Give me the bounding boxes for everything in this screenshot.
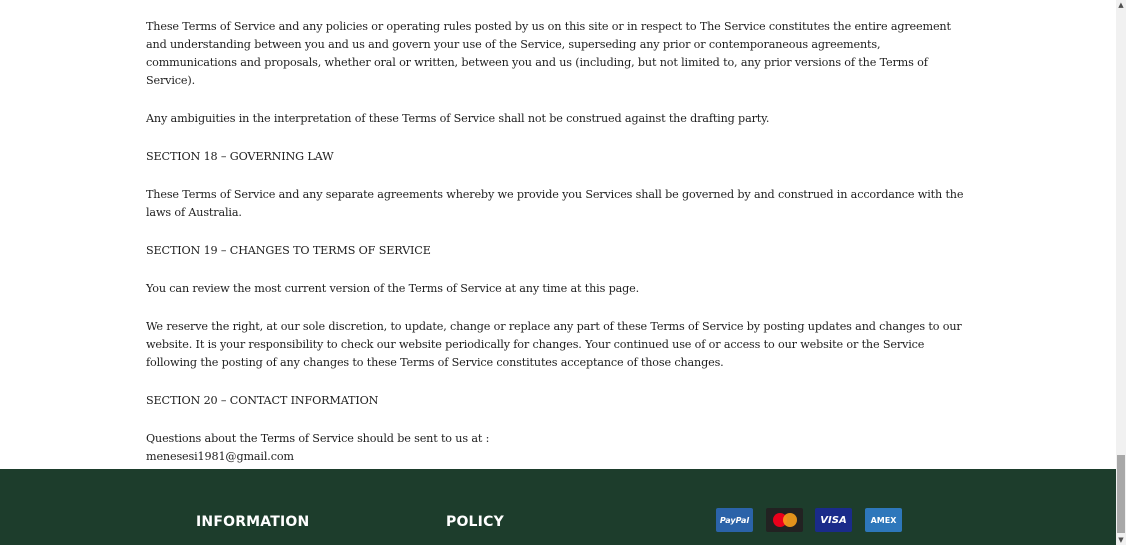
amex-icon: AMEX [865,508,902,532]
visa-icon: VISA [815,508,852,532]
scroll-down-arrow-icon[interactable]: ▼ [1118,536,1124,544]
terms-content [146,18,974,486]
section-18-heading: SECTION 18 – GOVERNING LAW [146,150,334,163]
section-19-heading: SECTION 19 – CHANGES TO TERMS OF SERVICE [146,244,431,257]
site-footer [0,469,1116,545]
contact-email[interactable]: menesesi1981@gmail.com [146,450,294,463]
paragraph-review-version: You can review the most current version of the Terms of Service at any time at this page. [146,282,640,295]
paypal-icon: PayPal [716,508,753,532]
paragraph-ambiguities: Any ambiguities in the interpretation of these Terms of Service shall not be construed against the drafting party. [146,112,770,125]
paragraph-contact [146,430,974,466]
scroll-up-arrow-icon[interactable]: ▲ [1118,1,1124,9]
footer-information-heading: INFORMATION [196,514,310,530]
paragraph-governing-law: These Terms of Service and any separate agreements whereby we provide you Services shall be governed by and construed in accordance with the laws of Australia. [146,188,964,219]
vertical-scrollbar[interactable] [1116,0,1126,545]
contact-text: Questions about the Terms of Service should be sent to us at : [146,432,490,445]
scroll-thumb[interactable] [1117,455,1125,533]
mastercard-icon [766,508,803,532]
paragraph-reserve-right: We reserve the right, at our sole discretion, to update, change or replace any part of these Terms of Service by posting updates and changes to our website. It is your responsibility to check our website periodically for changes. Your continued use of or access to our website or the Service following the posting of any changes to these Terms of Service constitutes acceptance of those changes. [146,320,962,369]
section-20-heading: SECTION 20 – CONTACT INFORMATION [146,394,379,407]
paragraph-entire-agreement: These Terms of Service and any policies or operating rules posted by us on this site or in respect to The Service constitutes the entire agreement and understanding between you and us and govern your use of the Service, superseding any prior or contemporaneous agreements, communications and proposals, whether oral or written, between you and us (including, but not limited to, any prior versions of the Terms of Service). [146,20,951,87]
footer-policy-heading: POLICY [446,514,504,530]
